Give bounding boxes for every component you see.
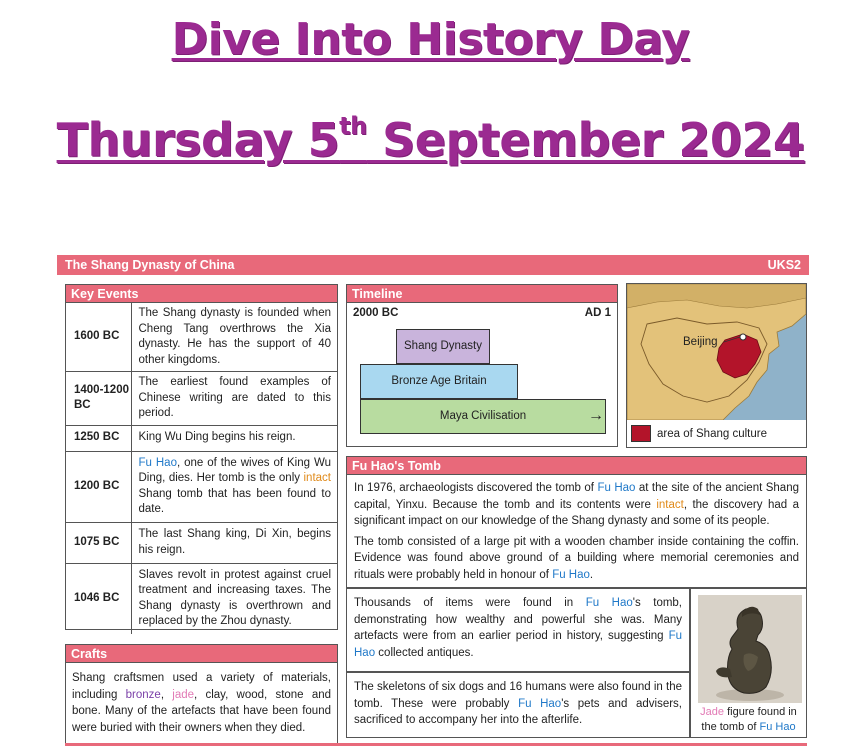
timeline-bar-shang: Shang Dynasty bbox=[396, 329, 490, 364]
event-date: 1046 BC bbox=[66, 563, 131, 634]
table-row bbox=[66, 425, 337, 451]
crafts-heading: Crafts bbox=[66, 645, 337, 663]
jade-figure-panel bbox=[690, 588, 807, 738]
shang-swatch bbox=[631, 425, 651, 442]
knowledge-organiser bbox=[57, 255, 809, 750]
key-events-table bbox=[66, 303, 337, 634]
tomb-items-text: Thousands of items were found in Fu Hao's tomb, demonstrating how wealthy and powerful she was. Many artefacts were from an earlier period in history, suggesting Fu Hao collected antiques. bbox=[354, 597, 683, 659]
table-row bbox=[66, 522, 337, 563]
key-events-panel bbox=[65, 284, 338, 630]
key-stage-label: UKS2 bbox=[767, 258, 801, 272]
crafts-panel bbox=[65, 644, 338, 744]
beijing-marker bbox=[740, 334, 746, 340]
tomb-heading: Fu Hao's Tomb bbox=[347, 457, 806, 475]
jade-figure-caption: Jade figure found in the tomb of Fu Hao bbox=[700, 706, 797, 733]
map-city-label: Beijing bbox=[683, 336, 718, 348]
event-text: King Wu Ding begins his reign. bbox=[131, 425, 337, 451]
event-date: 1400-1200 BC bbox=[66, 372, 131, 426]
sheet-title-bar bbox=[57, 255, 809, 275]
tomb-paragraph: The tomb consisted of a large pit with a wooden chamber inside containing the coffin. Evidence was found above ground of a building where memorial ceremonies and rituals were probably held in honour of Fu Hao. bbox=[354, 535, 799, 581]
timeline-bar-maya: Maya Civilisation bbox=[360, 399, 606, 434]
event-date: 1600 BC bbox=[66, 303, 131, 372]
jade-figure-image bbox=[698, 595, 802, 703]
timeline-end: AD 1 bbox=[584, 307, 611, 319]
event-title: Dive Into History Day bbox=[171, 14, 690, 65]
timeline-bar-bronze-age-britain: Bronze Age Britain bbox=[360, 364, 518, 399]
key-events-heading: Key Events bbox=[66, 285, 337, 303]
sheet-title: The Shang Dynasty of China bbox=[65, 258, 235, 272]
timeline-panel bbox=[346, 284, 618, 447]
tomb-items-panel bbox=[346, 588, 690, 672]
event-date: 1250 BC bbox=[66, 425, 131, 451]
china-map-panel bbox=[626, 283, 807, 448]
timeline-start: 2000 BC bbox=[353, 307, 399, 319]
bottom-rule bbox=[65, 743, 807, 746]
table-row bbox=[66, 451, 337, 522]
table-row bbox=[66, 303, 337, 372]
timeline-heading: Timeline bbox=[347, 285, 617, 303]
event-date: 1075 BC bbox=[66, 522, 131, 563]
map-key bbox=[631, 425, 767, 442]
event-text: The last Shang king, Di Xin, begins his reign. bbox=[131, 522, 337, 563]
event-text: The Shang dynasty is founded when Cheng Tang overthrows the Xia dynasty. He has the support of 40 other kingdoms. bbox=[138, 307, 331, 366]
event-text: The earliest found examples of Chinese writing are dated to this period. bbox=[131, 372, 337, 426]
tomb-paragraph: In 1976, archaeologists discovered the tomb of Fu Hao at the site of the ancient Shang capital, Yinxu. Because the tomb and its contents were intact, the discovery had a significant impact on our knowledge of the Shang dynasty and some of its people. bbox=[354, 482, 799, 527]
map-key-label: area of Shang culture bbox=[657, 427, 767, 440]
tomb-skeletons-panel bbox=[346, 672, 690, 738]
fu-hao-tomb-panel bbox=[346, 456, 807, 588]
crafts-text: Shang craftsmen used a variety of materials, including bronze, jade, clay, wood, stone and bone. Many of the artefacts that have been found were buried with their owners when they died. bbox=[72, 672, 332, 734]
timeline-range bbox=[353, 307, 611, 319]
tomb-skeletons-text: The skeletons of six dogs and 16 humans were also found in the tomb. These were probably Fu Hao's pets and advisers, sacrificed to accompany her into the afterlife. bbox=[354, 681, 682, 726]
arrow-right-icon: → bbox=[588, 407, 604, 424]
table-row bbox=[66, 563, 337, 634]
table-row bbox=[66, 372, 337, 426]
event-date: 1200 BC bbox=[66, 451, 131, 522]
china-map bbox=[627, 284, 806, 420]
event-text: Slaves revolt in protest against cruel treatment and increasing taxes. The Shang dynasty is overthrown and replaced by the Zhou dynasty. bbox=[131, 563, 337, 634]
event-date: Thursday 5th September 2024 bbox=[56, 112, 805, 167]
event-text: Fu Hao, one of the wives of King Wu Ding, dies. Her tomb is the only intact Shang tomb that has been found to date. bbox=[131, 451, 337, 522]
